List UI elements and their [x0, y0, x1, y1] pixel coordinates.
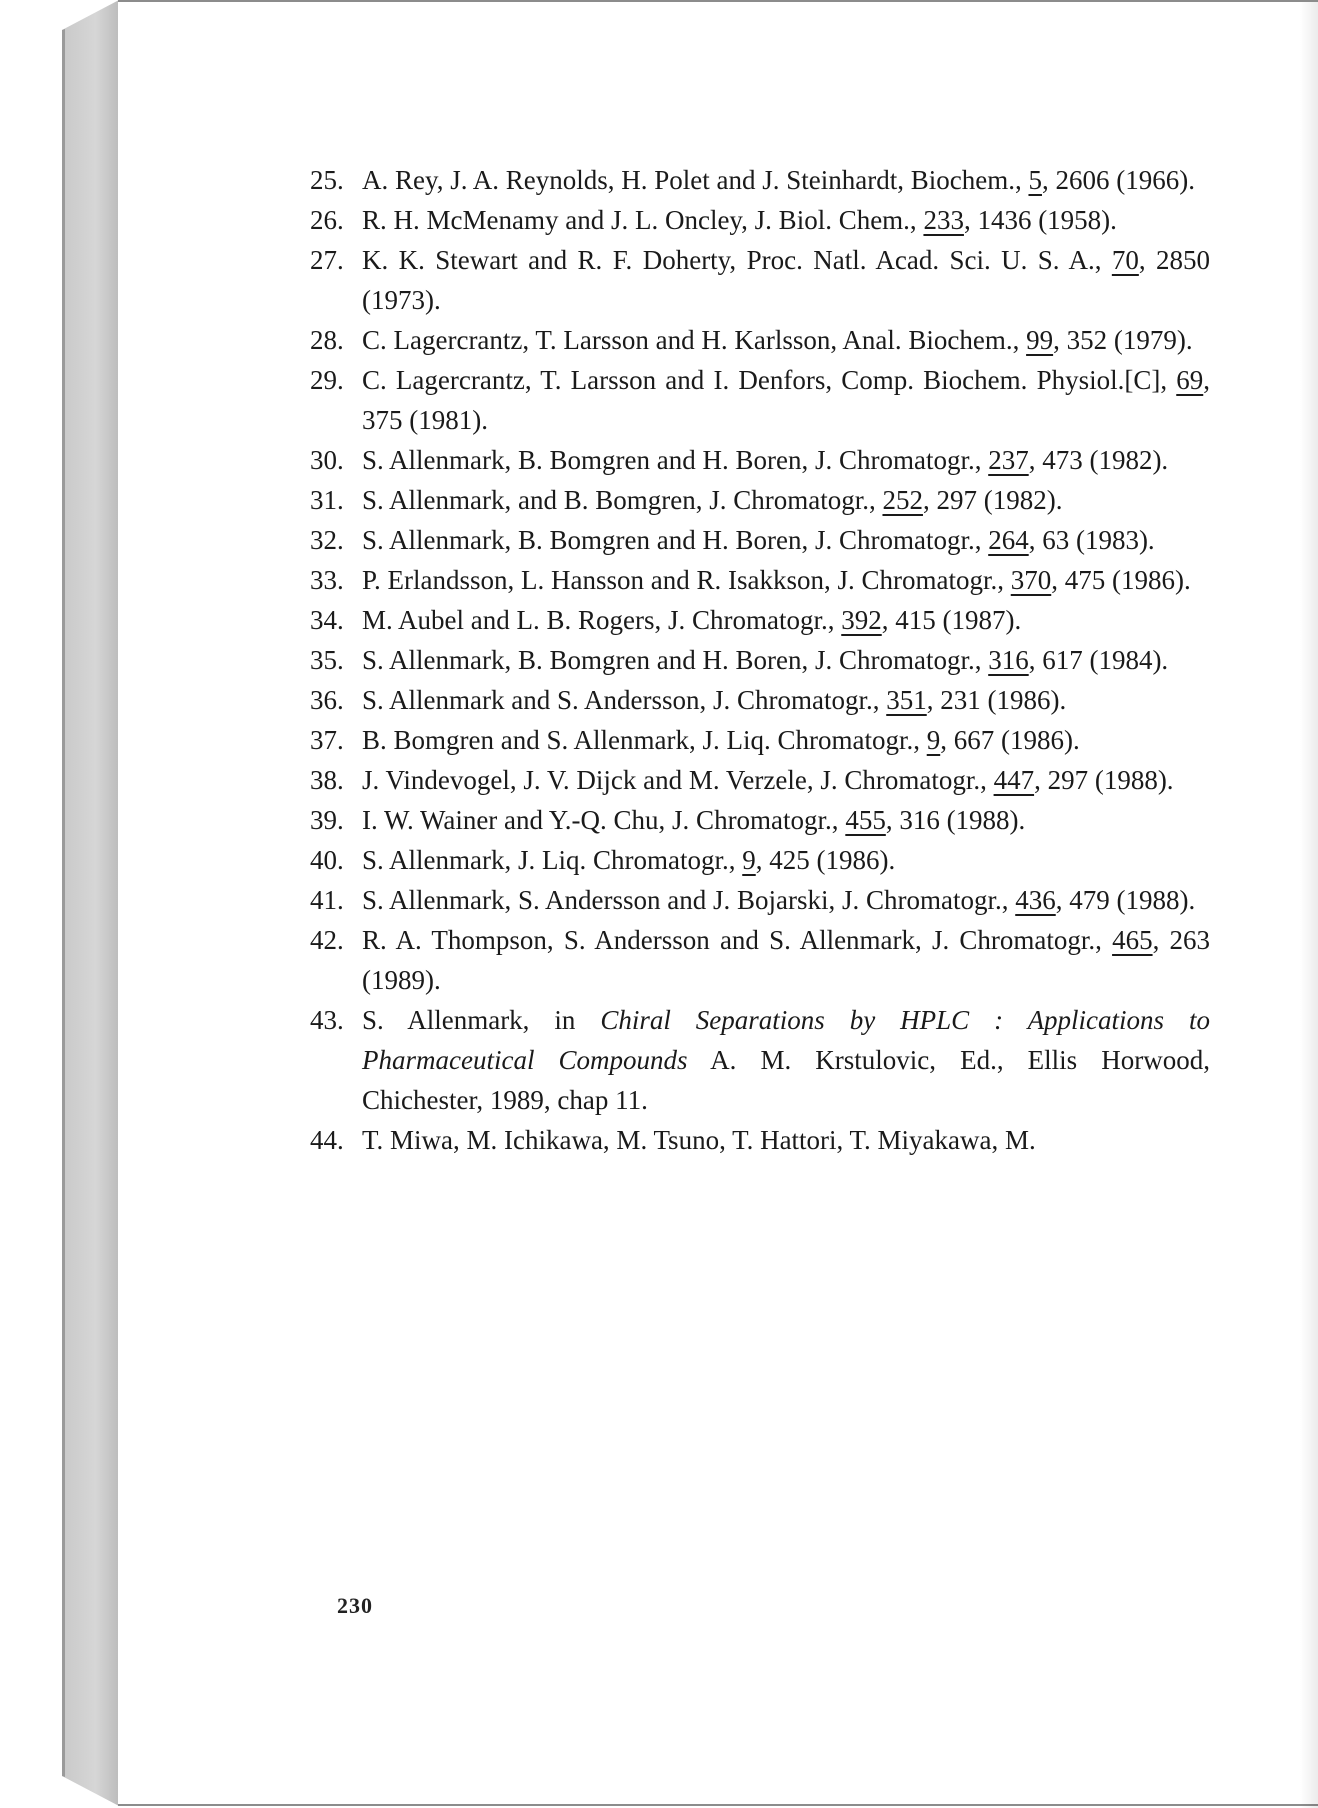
ref-text: C. Lagercrantz, T. Larsson and H. Karlsson, Anal. Biochem., [362, 325, 1027, 355]
ref-number: 30. [310, 445, 344, 475]
ref-text-tail: , 415 (1987). [881, 605, 1022, 635]
ref-text-tail: , 352 (1979). [1053, 325, 1193, 355]
ref-volume: 9 [926, 725, 941, 755]
ref-book-title: Chiral Separations by HPLC : Applications to Pharmaceutical Compounds [362, 1005, 1210, 1075]
reference-item [310, 320, 1210, 360]
reference-item [310, 760, 1210, 800]
ref-text-tail: , 297 (1988). [1034, 765, 1174, 795]
ref-volume: 447 [993, 765, 1035, 795]
ref-volume: 70 [1111, 245, 1139, 275]
ref-volume: 233 [923, 205, 964, 235]
reference-item [310, 640, 1210, 680]
ref-text: A. Rey, J. A. Reynolds, H. Polet and J. Steinhardt, Biochem., [362, 165, 1029, 195]
reference-item [310, 1000, 1210, 1120]
ref-number: 32. [310, 525, 344, 555]
ref-text: S. Allenmark, B. Bomgren and H. Boren, J. Chromatogr., [362, 525, 989, 555]
ref-number: 29. [310, 365, 344, 395]
ref-text: B. Bomgren and S. Allenmark, J. Liq. Chromatogr., [362, 725, 927, 755]
page-number: 230 [337, 1593, 373, 1618]
ref-number: 34. [310, 605, 344, 635]
ref-volume: 370 [1010, 565, 1052, 595]
ref-volume: 237 [988, 445, 1029, 475]
ref-text: S. Allenmark and S. Andersson, J. Chromatogr., [362, 685, 887, 715]
ref-text: K. K. Stewart and R. F. Doherty, Proc. Natl. Acad. Sci. U. S. A., [362, 245, 1112, 275]
ref-number: 27. [310, 245, 344, 275]
ref-text-tail: , 2606 (1966). [1041, 165, 1195, 195]
ref-number: 44. [310, 1125, 344, 1155]
ref-text-tail: , 263 (1989). [362, 925, 1211, 995]
ref-number: 41. [310, 885, 344, 915]
reference-item [310, 920, 1210, 1000]
reference-item [310, 200, 1210, 240]
ref-text-tail: , 1436 (1958). [963, 205, 1117, 235]
ref-text: S. Allenmark, in [362, 1005, 601, 1035]
reference-item [310, 720, 1210, 760]
reference-item [310, 240, 1210, 320]
reference-item [310, 680, 1210, 720]
ref-text: S. Allenmark, and B. Bomgren, J. Chromatogr., [362, 485, 883, 515]
ref-volume: 455 [845, 805, 886, 835]
ref-text: T. Miwa, M. Ichikawa, M. Tsuno, T. Hattori, T. Miyakawa, M. [362, 1125, 1036, 1155]
ref-number: 37. [310, 725, 344, 755]
ref-volume: 392 [841, 605, 882, 635]
ref-text: S. Allenmark, B. Bomgren and H. Boren, J. Chromatogr., [362, 645, 989, 675]
ref-volume: 9 [742, 845, 756, 875]
ref-number: 40. [310, 845, 344, 875]
reference-item [310, 480, 1210, 520]
ref-number: 43. [310, 1005, 344, 1035]
ref-text-tail: , 375 (1981). [362, 365, 1210, 435]
reference-item [310, 1120, 1210, 1160]
ref-number: 35. [310, 645, 344, 675]
ref-text: S. Allenmark, J. Liq. Chromatogr., [362, 845, 743, 875]
ref-text-tail: , 425 (1986). [755, 845, 896, 875]
reference-item [310, 360, 1210, 440]
ref-number: 36. [310, 685, 344, 715]
ref-number: 31. [310, 485, 344, 515]
reference-list [310, 160, 1210, 1160]
ref-volume: 351 [886, 685, 927, 715]
ref-text-tail: , 316 (1988). [885, 805, 1026, 835]
ref-volume: 436 [1015, 885, 1056, 915]
ref-number: 42. [310, 925, 344, 955]
ref-number: 25. [310, 165, 344, 195]
ref-text-tail: , 479 (1988). [1055, 885, 1196, 915]
ref-text-tail: A. M. Krstulovic, Ed., Ellis Horwood, Chichester, 1989, chap 11. [362, 1045, 1210, 1115]
ref-number: 33. [310, 565, 344, 595]
ref-number: 39. [310, 805, 344, 835]
reference-item [310, 520, 1210, 560]
ref-volume: 316 [988, 645, 1029, 675]
ref-text: S. Allenmark, B. Bomgren and H. Boren, J. Chromatogr., [362, 445, 989, 475]
reference-item [310, 800, 1210, 840]
ref-text: I. W. Wainer and Y.-Q. Chu, J. Chromatogr., [362, 805, 846, 835]
ref-volume: 252 [882, 485, 923, 515]
ref-text: S. Allenmark, S. Andersson and J. Bojarski, J. Chromatogr., [362, 885, 1016, 915]
ref-number: 26. [310, 205, 344, 235]
ref-text: J. Vindevogel, J. V. Dijck and M. Verzele, J. Chromatogr., [362, 765, 994, 795]
ref-text-tail: , 667 (1986). [940, 725, 1080, 755]
ref-text-tail: , 63 (1983). [1028, 525, 1155, 555]
ref-number: 38. [310, 765, 344, 795]
ref-text-tail: , 617 (1984). [1028, 645, 1169, 675]
ref-number: 28. [310, 325, 344, 355]
reference-item [310, 160, 1210, 200]
ref-text: R. H. McMenamy and J. L. Oncley, J. Biol. Chem., [362, 205, 924, 235]
ref-text: P. Erlandsson, L. Hansson and R. Isakkson, J. Chromatogr., [362, 565, 1011, 595]
ref-volume: 465 [1112, 925, 1153, 955]
ref-text: C. Lagercrantz, T. Larsson and I. Denfors, Comp. Biochem. Physiol.[C], [362, 365, 1177, 395]
ref-text: M. Aubel and L. B. Rogers, J. Chromatogr., [362, 605, 842, 635]
ref-text: R. A. Thompson, S. Andersson and S. Allenmark, J. Chromatogr., [362, 925, 1113, 955]
ref-text-tail: , 475 (1986). [1051, 565, 1191, 595]
reference-item [310, 840, 1210, 880]
reference-item [310, 560, 1210, 600]
spine-edge [62, 0, 65, 1806]
page-shade [1300, 2, 1318, 1808]
reference-item [310, 880, 1210, 920]
ref-volume: 99 [1026, 325, 1054, 355]
ref-text-tail: , 473 (1982). [1028, 445, 1169, 475]
ref-text-tail: , 2850 (1973). [362, 245, 1210, 315]
ref-volume: 69 [1176, 365, 1204, 395]
ref-volume: 5 [1028, 165, 1042, 195]
ref-text-tail: , 231 (1986). [926, 685, 1067, 715]
reference-item [310, 440, 1210, 480]
reference-item [310, 600, 1210, 640]
ref-volume: 264 [988, 525, 1029, 555]
book-spine [62, 0, 119, 1806]
ref-text-tail: , 297 (1982). [922, 485, 1063, 515]
